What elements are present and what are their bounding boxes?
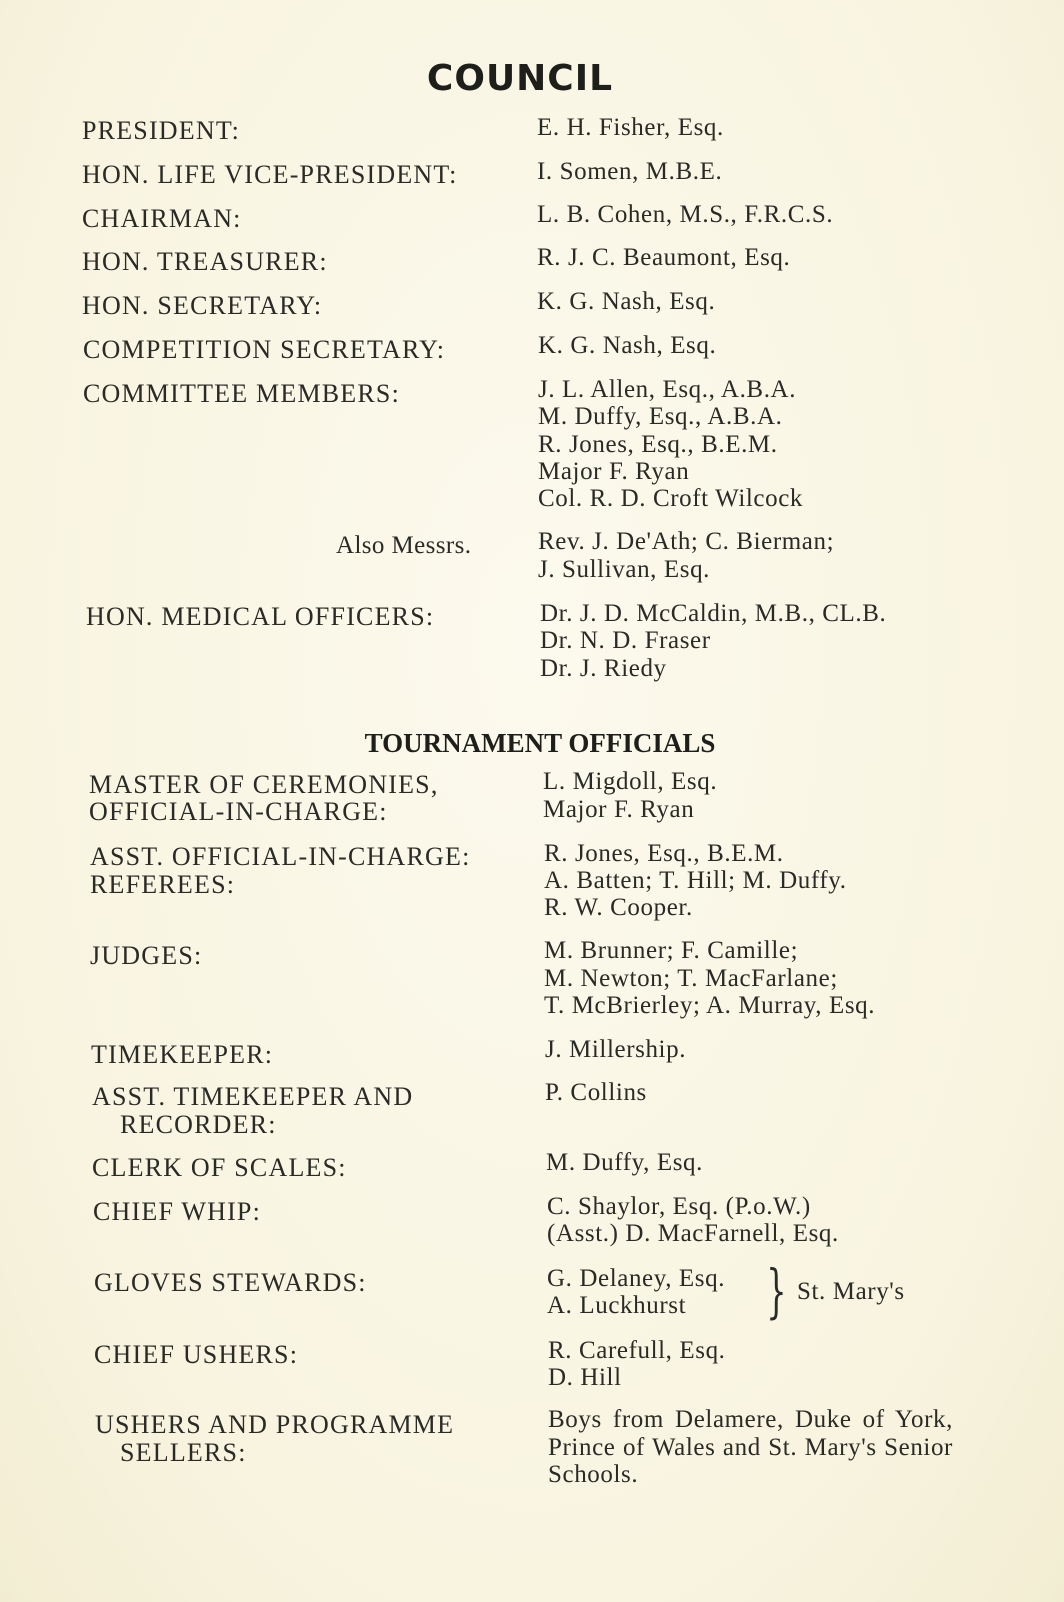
gloves-stewards-label: GLOVES STEWARDS: [94,1268,367,1297]
committee-member: R. Jones, Esq., B.E.M. [538,431,778,458]
sellers-label: SELLERS: [120,1438,247,1467]
committee-member: Major F. Ryan [538,458,690,485]
asst-official-value: R. Jones, Esq., B.E.M. [544,840,784,867]
life-vice-president-value: I. Somen, M.B.E. [537,158,723,185]
master-of-ceremonies-label: MASTER OF CEREMONIES, [89,770,439,799]
also-messrs-value: J. Sullivan, Esq. [538,556,711,583]
gloves-steward: G. Delaney, Esq. [547,1265,726,1292]
medical-officer: Dr. J. Riedy [540,655,667,682]
timekeeper-label: TIMEKEEPER: [91,1040,274,1069]
president-label: PRESIDENT: [82,116,241,145]
master-of-ceremonies-value: L. Migdoll, Esq. [543,768,718,795]
gloves-steward: A. Luckhurst [547,1292,687,1319]
ushers-label: USHERS AND PROGRAMME [95,1410,455,1439]
president-value: E. H. Fisher, Esq. [537,114,724,141]
council-title: COUNCIL [426,58,614,99]
ushers-value: Boys from Delamere, Duke of York, Prince of Wales and St. Mary's Senior Schools. [548,1406,953,1488]
official-in-charge-label: OFFICIAL-IN-CHARGE: [89,797,388,826]
judge: T. McBrierley; A. Murray, Esq. [544,992,876,1019]
asst-whip-value: (Asst.) D. MacFarnell, Esq. [547,1220,839,1247]
secretary-label: HON. SECRETARY: [82,291,323,320]
asst-timekeeper-label: ASST. TIMEKEEPER AND [92,1082,414,1111]
asst-official-label: ASST. OFFICIAL-IN-CHARGE: [90,842,471,871]
timekeeper-value: J. Millership. [545,1036,687,1063]
chief-usher: R. Carefull, Esq. [548,1337,726,1364]
recorder-label: RECORDER: [120,1110,277,1139]
chief-whip-label: CHIEF WHIP: [93,1197,262,1226]
also-messrs-label: Also Messrs. [336,532,472,559]
chairman-label: CHAIRMAN: [82,204,242,233]
chief-ushers-label: CHIEF USHERS: [94,1340,299,1369]
chief-whip-value: C. Shaylor, Esq. (P.o.W.) [547,1193,811,1220]
judge: M. Brunner; F. Camille; [544,937,799,964]
committee-member: J. L. Allen, Esq., A.B.A. [538,376,797,403]
chairman-value: L. B. Cohen, M.S., F.R.C.S. [537,201,834,228]
right-brace-icon: } [766,1257,787,1325]
official-in-charge-value: Major F. Ryan [543,796,695,823]
committee-member: M. Duffy, Esq., A.B.A. [538,403,783,430]
clerk-of-scales-label: CLERK OF SCALES: [92,1153,347,1182]
chief-usher: D. Hill [548,1364,622,1391]
referees-label: REFEREES: [90,870,236,899]
medical-officers-label: HON. MEDICAL OFFICERS: [86,602,435,631]
medical-officer: Dr. J. D. McCaldin, M.B., CL.B. [540,600,887,627]
committee-member: Col. R. D. Croft Wilcock [538,485,803,512]
treasurer-value: R. J. C. Beaumont, Esq. [537,244,791,271]
life-vice-president-label: HON. LIFE VICE-PRESIDENT: [82,160,458,189]
asst-timekeeper-value: P. Collins [545,1079,647,1106]
competition-secretary-value: K. G. Nash, Esq. [538,332,717,359]
referees-value: R. W. Cooper. [544,894,693,921]
clerk-of-scales-value: M. Duffy, Esq. [546,1149,704,1176]
also-messrs-value: Rev. J. De'Ath; C. Bierman; [538,528,835,555]
secretary-value: K. G. Nash, Esq. [537,288,716,315]
gloves-stewards-group: St. Mary's [797,1278,905,1305]
referees-value: A. Batten; T. Hill; M. Duffy. [544,867,847,894]
judges-label: JUDGES: [90,941,203,970]
committee-members-label: COMMITTEE MEMBERS: [83,379,401,408]
competition-secretary-label: COMPETITION SECRETARY: [83,335,446,364]
treasurer-label: HON. TREASURER: [82,247,328,276]
tournament-officials-title: TOURNAMENT OFFICIALS [364,728,716,758]
medical-officer: Dr. N. D. Fraser [540,627,711,654]
judge: M. Newton; T. MacFarlane; [544,965,838,992]
